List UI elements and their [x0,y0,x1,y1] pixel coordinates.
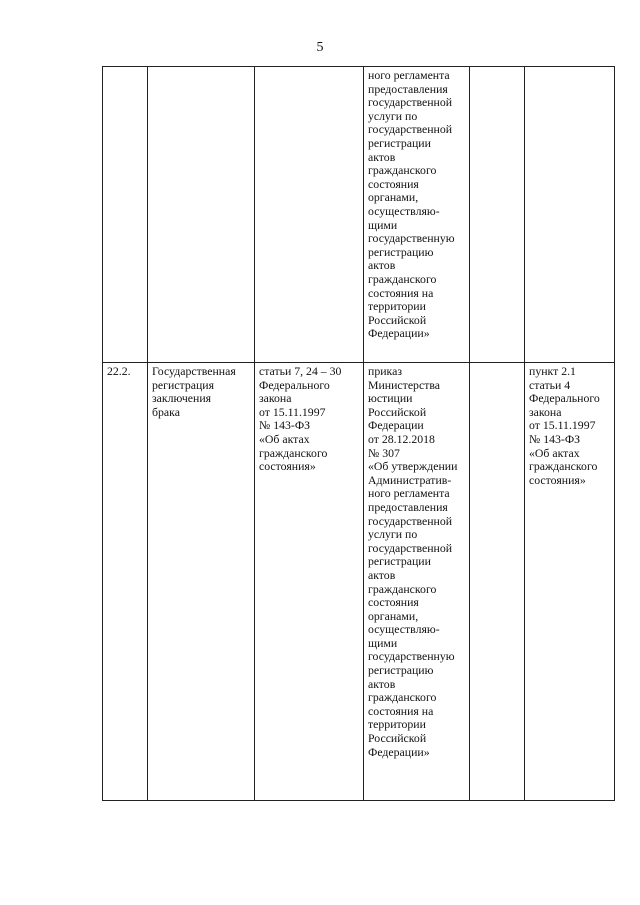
cell-basis [525,363,615,801]
cell-service [148,363,255,801]
cell-law [255,67,364,363]
table-row [103,363,615,801]
cell-basis [525,67,615,363]
cell-law [255,363,364,801]
table-row [103,67,615,363]
cell-text: ного регламента предоставления государственной услуги по государственной регистрации актов гражданского состояния органами, осуществляю- щими государственную регистрацию актов гражданского состояния на территории Российской Федерации» [368,68,455,341]
cell-text: статьи 7, 24 – 30 Федерального закона от 15.11.1997 № 143-ФЗ «Об актах гражданского состояния» [259,364,342,474]
cell-number [103,67,148,363]
cell-empty [470,67,525,363]
cell-empty [470,363,525,801]
cell-text: пункт 2.1 статьи 4 Федерального закона от 15.11.1997 № 143-ФЗ «Об актах гражданского состояния» [529,364,600,487]
cell-regulation [364,67,470,363]
regulation-table [102,66,615,801]
cell-number [103,363,148,801]
page-number: 5 [316,40,324,55]
cell-text: приказ Министерства юстиции Российской Федерации от 28.12.2018 № 307 «Об утверждении Административ- ного регламента предоставления государственной услуги по государственной регистрации актов гражданского состояния органами, осуществляю- щими государственную регистрацию актов гражданского состояния на территории Российской Федерации» [368,364,458,759]
cell-regulation [364,363,470,801]
cell-text: Государственная регистрация заключения брака [152,364,236,419]
cell-service [148,67,255,363]
cell-text: 22.2. [107,364,131,378]
